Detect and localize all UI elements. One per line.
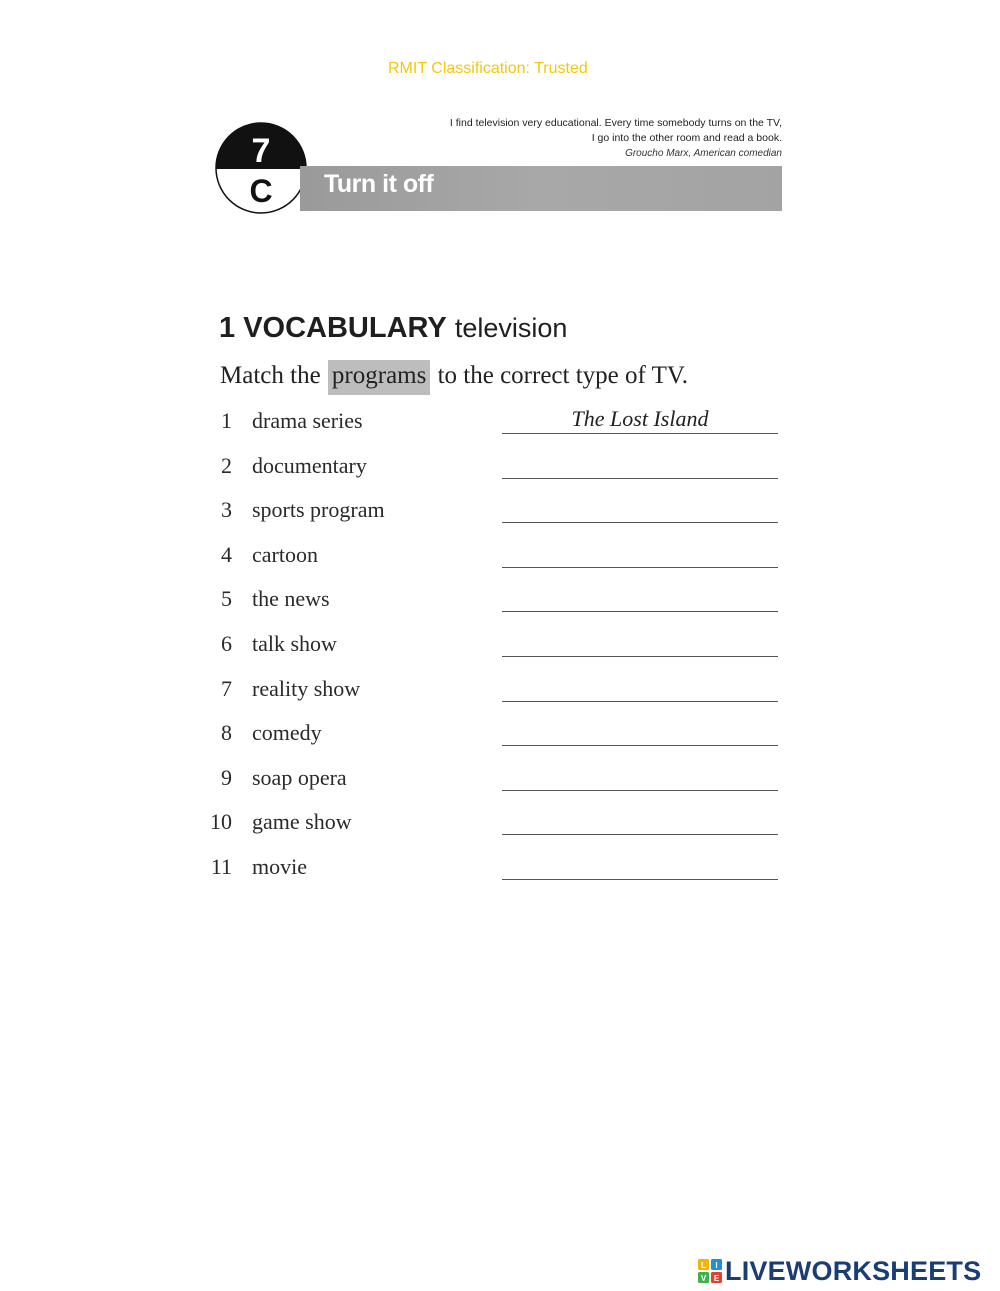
quote — [382, 116, 782, 161]
item-label: soap opera — [252, 764, 347, 790]
list-item — [200, 629, 780, 674]
item-number: 5 — [221, 586, 232, 612]
item-number: 7 — [221, 675, 232, 701]
answer-line[interactable] — [502, 611, 778, 612]
answer-line[interactable] — [502, 522, 778, 523]
list-item — [200, 406, 780, 451]
answer-line[interactable] — [502, 790, 778, 791]
item-label: talk show — [252, 630, 337, 656]
vocabulary-list — [200, 406, 780, 897]
item-label: cartoon — [252, 541, 318, 567]
item-number: 3 — [221, 497, 232, 523]
item-label: the news — [252, 586, 330, 612]
item-number: 6 — [221, 630, 232, 656]
item-label: drama series — [252, 408, 363, 433]
liveworksheets-logo[interactable] — [698, 1256, 981, 1286]
item-number: 4 — [221, 541, 232, 567]
item-number: 2 — [221, 452, 232, 478]
list-item — [200, 540, 780, 585]
unit-number: 7 — [251, 132, 271, 170]
answer-line[interactable] — [502, 656, 778, 657]
item-label: movie — [252, 853, 307, 879]
item-number: 10 — [210, 809, 232, 835]
logo-text: LIVEWORKSHEETS — [725, 1255, 982, 1286]
item-label: reality show — [252, 675, 361, 701]
section-heading — [219, 312, 567, 345]
liveworksheets-logo-icon — [698, 1259, 722, 1283]
classification-label: RMIT Classification: Trusted — [388, 60, 588, 77]
svg-text:E: E — [713, 1274, 720, 1283]
item-number: 1 — [221, 408, 232, 433]
list-item — [200, 495, 780, 540]
answer-line[interactable] — [502, 745, 778, 746]
item-number: 11 — [210, 853, 232, 879]
section-topic: television — [454, 313, 568, 343]
svg-text:I: I — [715, 1261, 718, 1270]
item-label: documentary — [252, 452, 367, 478]
list-item — [200, 584, 780, 629]
list-item — [200, 763, 780, 808]
item-label: comedy — [252, 720, 322, 746]
item-label: sports program — [252, 497, 385, 523]
section-number: 1 — [219, 312, 236, 344]
answer-line[interactable] — [502, 834, 778, 835]
answer-text: The Lost Island — [571, 406, 709, 431]
quote-line-1: I find television very educational. Every time somebody turns on the TV, — [449, 117, 782, 129]
list-item — [200, 807, 780, 852]
quote-line-2: I go into the other room and read a book. — [591, 132, 782, 144]
answer-line[interactable] — [502, 433, 778, 434]
unit-letter: C — [249, 173, 273, 209]
instruction — [220, 362, 688, 390]
svg-text:V: V — [700, 1274, 707, 1283]
section-word: VOCABULARY — [243, 312, 447, 344]
unit-badge — [215, 122, 307, 214]
list-item — [200, 451, 780, 496]
instruction-highlight: programs — [328, 360, 430, 395]
answer-line[interactable] — [502, 567, 778, 568]
svg-text:L: L — [701, 1261, 706, 1270]
item-number: 8 — [221, 720, 232, 746]
instruction-after: to the correct type of TV. — [437, 362, 688, 389]
answer-line[interactable] — [502, 478, 778, 479]
unit-title: Turn it off — [324, 170, 434, 198]
list-item — [200, 852, 780, 897]
answer-line[interactable] — [502, 879, 778, 880]
item-number: 9 — [221, 764, 232, 790]
list-item — [200, 674, 780, 719]
answer-line[interactable] — [502, 701, 778, 702]
list-item — [200, 718, 780, 763]
item-label: game show — [252, 809, 352, 835]
instruction-before: Match the — [220, 362, 321, 389]
quote-author: Groucho Marx, American comedian — [625, 148, 782, 159]
